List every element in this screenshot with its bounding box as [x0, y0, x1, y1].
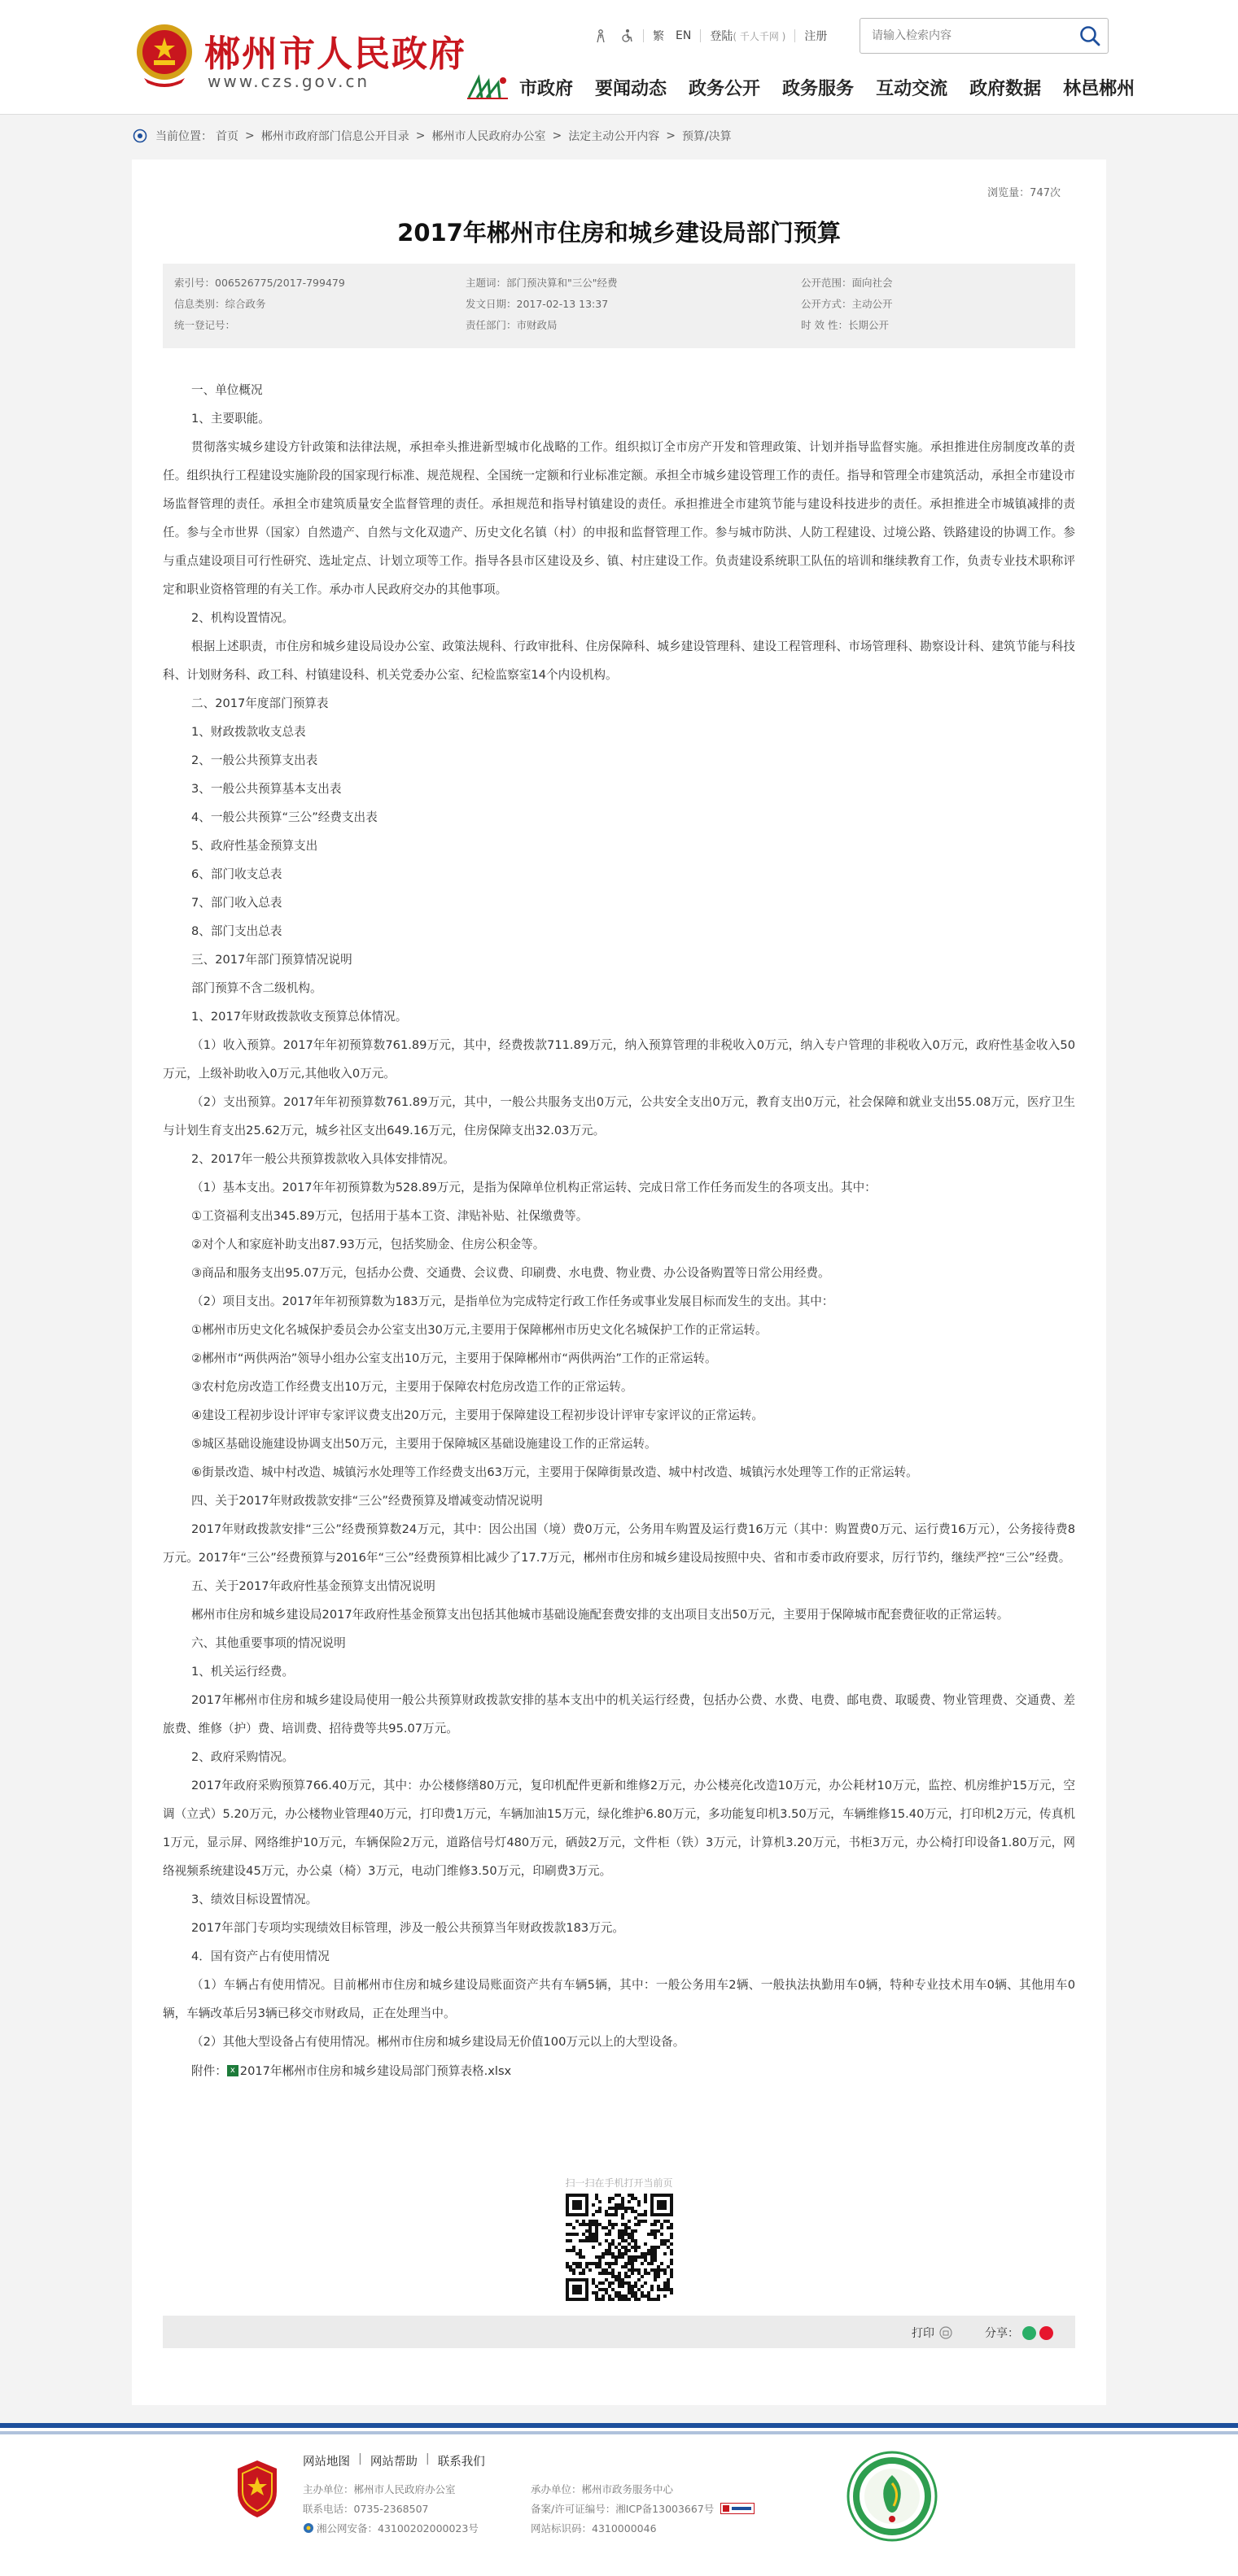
- nav-item-interaction[interactable]: 互动交流: [876, 79, 948, 99]
- breadcrumb-separator: >: [666, 129, 676, 142]
- paragraph: 2、2017年一般公共预算拨款收入具体安排情况。: [191, 1152, 455, 1166]
- footer-phone: 联系电话：0735-2368507: [303, 2503, 429, 2515]
- top-utility-bar: [588, 20, 833, 52]
- site-header: [0, 0, 1238, 115]
- weibo-share-icon[interactable]: [1039, 2326, 1053, 2340]
- paragraph: 1、财政拨款收支总表: [191, 725, 306, 739]
- paragraph: 3、一般公共预算基本支出表: [191, 782, 342, 796]
- main-nav: [519, 75, 1135, 100]
- nav-item-government[interactable]: 市政府: [519, 79, 574, 99]
- breadcrumb-budget[interactable]: 预算/决算: [681, 130, 732, 143]
- meta-reg-no: 统一登记号：: [174, 319, 236, 331]
- footer-police-row: [303, 2521, 479, 2535]
- excel-file-icon: x: [227, 2065, 238, 2076]
- nav-item-services[interactable]: 政务服务: [782, 79, 855, 99]
- share-label: 分享：: [985, 2327, 1019, 2340]
- paragraph: 3、绩效目标设置情况。: [191, 1893, 318, 1906]
- nav-item-public-affairs[interactable]: 政务公开: [689, 79, 761, 99]
- attachment-row: [163, 2056, 1075, 2085]
- paragraph: 五、关于2017年政府性基金预算支出情况说明: [191, 1579, 435, 1593]
- accessibility-icon[interactable]: [619, 28, 634, 43]
- divider: [794, 29, 795, 42]
- paragraph: 1、机关运行经费。: [191, 1665, 295, 1679]
- divider: [643, 29, 644, 42]
- footer-links: [303, 2452, 485, 2469]
- footer-stripe: [0, 2431, 1238, 2434]
- paragraph: ①郴州市历史文化名城保护委员会办公室支出30万元,主要用于保障郴州市历史文化名城保护工作的正常运转。: [191, 1323, 768, 1337]
- paragraph: 8、部门支出总表: [191, 924, 282, 938]
- article-toolbar: [163, 2316, 1075, 2348]
- paragraph: ③农村危房改造工作经费支出10万元，主要用于保障农村危房改造工作的正常运转。: [191, 1380, 633, 1394]
- paragraph: （2）其他大型设备占有使用情况。郴州市住房和城乡建设局无价值100万元以上的大型设备。: [191, 2035, 685, 2049]
- meta-index-no: 索引号：006526775/2017-799479: [174, 277, 345, 289]
- paragraph: ⑥街景改造、城中村改造、城镇污水处理等工作经费支出63万元，主要用于保障街景改造、城中村改造、城镇污水处理等工作的正常运转。: [191, 1465, 918, 1479]
- paragraph: ①工资福利支出345.89万元，包括用于基本工资、津贴补贴、社保缴费等。: [191, 1209, 588, 1223]
- paragraph: 7、部门收入总表: [191, 896, 282, 910]
- paragraph: 2017年财政拨款安排“三公”经费预算数24万元，其中：因公出国（境）费0万元，公务用车购置及运行费16万元（其中：购置费0万元、运行费16万元），公务接待费8万元。2017年“三公”经费预算与2016年“三公”经费预算相比减少了17.7万元，郴州市住房和城乡建设局按照中央、省和市委市政府要求，厉行节约，继续严控“三公”经费。: [163, 1522, 1075, 1565]
- search-input[interactable]: [870, 25, 1069, 46]
- paragraph: 根据上述职责，市住房和城乡建设局设办公室、政策法规科、行政审批科、住房保障科、城乡建设管理科、建设工程管理科、市场管理科、勘察设计科、建筑节能与科技科、计划财务科、政工科、村镇建设科、机关党委办公室、纪检监察室14个内设机构。: [163, 640, 1075, 682]
- footer-police[interactable]: 湘公网安备：43100202000023号: [317, 2522, 479, 2535]
- paragraph: （1）收入预算。2017年年初预算数761.89万元，其中，经费拨款711.89万元，纳入预算管理的非税收入0万元，纳入专户管理的非税收入0万元，政府性基金收入50万元，上级补助收入0万元,其他收入0万元。: [163, 1038, 1075, 1081]
- footer-link-help[interactable]: 网站帮助: [370, 2456, 418, 2469]
- party-government-badge-icon[interactable]: [234, 2459, 280, 2519]
- register-link[interactable]: 注册: [804, 30, 828, 43]
- paragraph: （1）车辆占有使用情况。目前郴州市住房和城乡建设局账面资产共有车辆5辆，其中：一般公务用车2辆、一般执法执勤用车0辆，特种专业技术用车0辆、其他用车0辆，车辆改革后另3辆已移交市财政局，正在处理当中。: [163, 1978, 1075, 2020]
- search-icon[interactable]: [1078, 24, 1101, 47]
- attachment-label: 附件：: [191, 2064, 227, 2078]
- paragraph: 三、2017年部门预算情况说明: [191, 953, 352, 967]
- traditional-chinese-link[interactable]: 繁: [653, 30, 664, 43]
- paragraph: 4．国有资产占有使用情况: [191, 1949, 330, 1963]
- police-badge-icon: [303, 2522, 314, 2534]
- paragraph: 二、2017年度部门预算表: [191, 696, 329, 710]
- breadcrumb-home[interactable]: 首页: [216, 130, 238, 143]
- footer-sponsor: 主办单位：郴州市人民政府办公室: [303, 2483, 456, 2495]
- breadcrumb-statutory[interactable]: 法定主动公开内容: [568, 130, 660, 143]
- share-group: [985, 2325, 1053, 2341]
- footer-icp[interactable]: 备案/许可证编号：湘ICP备13003667号: [531, 2503, 715, 2515]
- article-title: 2017年郴州市住房和城乡建设局部门预算: [397, 219, 841, 247]
- meta-category: 信息类别：综合政务: [174, 298, 266, 310]
- location-pin-icon: [133, 129, 147, 143]
- paragraph: 部门预算不含二级机构。: [191, 981, 322, 995]
- meta-date: 发文日期：2017-02-13 13:37: [466, 298, 609, 310]
- paragraph: （2）项目支出。2017年年初预算数为183万元，是指单位为完成特定行政工作任务或事业发展目标而发生的支出。其中：: [191, 1295, 834, 1308]
- paragraph: ②郴州市“两供两治”领导小组办公室支出10万元，主要用于保障郴州市“两供两治”工作的正常运转。: [191, 1351, 717, 1365]
- paragraph: 1、主要职能。: [191, 412, 270, 426]
- paragraph: 1、2017年财政拨款收支预算总体情况。: [191, 1010, 408, 1024]
- site-title: 郴州市人民政府: [204, 33, 466, 75]
- qr-code-icon: [566, 2194, 673, 2301]
- paragraph: 5、政府性基金预算支出: [191, 839, 318, 853]
- footer-site-code: 网站标识码：4310000046: [531, 2522, 657, 2535]
- site-url: www.czs.gov.cn: [208, 72, 370, 91]
- nav-item-data[interactable]: 政府数据: [969, 79, 1042, 99]
- nav-item-news[interactable]: 要闻动态: [595, 79, 667, 99]
- paragraph: （2）支出预算。2017年年初预算数761.89万元，其中，一般公共服务支出0万元，公共安全支出0万元，教育支出0万元，社会保障和就业支出55.08万元，医疗卫生与计划生育支出25.62万元，城乡社区支出649.16万元，住房保障支出32.03万元。: [163, 1095, 1075, 1137]
- divider: |: [358, 2452, 362, 2465]
- paragraph: ④建设工程初步设计评审专家评议费支出20万元，主要用于保障建设工程初步设计评审专家评议的正常运转。: [191, 1408, 763, 1422]
- national-emblem-icon: [133, 21, 196, 88]
- paragraph: 四、关于2017年财政拨款安排“三公”经费预算及增减变动情况说明: [191, 1494, 543, 1508]
- breadcrumb-label: 当前位置：: [155, 130, 212, 143]
- breadcrumb: [133, 128, 735, 144]
- paragraph: 6、部门收支总表: [191, 867, 282, 881]
- attachment-link[interactable]: 2017年郴州市住房和城乡建设局部门预算表格.xlsx: [239, 2064, 512, 2078]
- site-logo[interactable]: [133, 21, 466, 94]
- breadcrumb-catalog[interactable]: 郴州市政府部门信息公开目录: [260, 130, 409, 143]
- printer-icon: [939, 2326, 952, 2339]
- meta-dept: 责任部门：市财政局: [466, 319, 558, 331]
- login-link[interactable]: [710, 28, 785, 44]
- meta-validity: 时 效 性：长期公开: [801, 319, 889, 331]
- search-box: [860, 18, 1109, 54]
- article-meta-panel: [163, 264, 1075, 348]
- site-footer: [0, 2423, 1238, 2576]
- verified-site-icon: [720, 2503, 755, 2514]
- breadcrumb-separator: >: [415, 129, 426, 142]
- footer-organizer: 承办单位：郴州市政务服务中心: [531, 2483, 674, 2495]
- divider: [700, 29, 701, 42]
- print-label: 打印: [912, 2327, 934, 2340]
- breadcrumb-separator: >: [245, 129, 255, 142]
- paragraph: 一、单位概况: [191, 383, 263, 397]
- paragraph: 2、机构设置情况。: [191, 611, 295, 625]
- article-body: [163, 376, 1075, 2085]
- paragraph: 六、其他重要事项的情况说明: [191, 1636, 346, 1650]
- paragraph: 2、一般公共预算支出表: [191, 753, 318, 767]
- login-label: 登陆: [710, 30, 733, 43]
- nav-decoration-icon: [466, 73, 510, 101]
- paragraph: 郴州市住房和城乡建设局2017年政府性基金预算支出包括其他城市基础设施配套费安排的支出项目支出50万元，主要用于保障城市配套费征收的正常运转。: [191, 1608, 1009, 1622]
- print-button[interactable]: [912, 2325, 952, 2341]
- qr-label: 扫一扫在手机打开当前页: [565, 2177, 673, 2189]
- senior-mode-icon[interactable]: [593, 28, 608, 43]
- divider: |: [425, 2452, 430, 2465]
- article-card: [132, 159, 1106, 2405]
- english-link[interactable]: EN: [676, 29, 692, 42]
- paragraph: ③商品和服务支出95.07万元，包括办公费、交通费、会议费、印刷费、水电费、物业费、办公设备购置等日常公用经费。: [191, 1266, 830, 1280]
- civilized-website-badge-icon[interactable]: [846, 2451, 938, 2542]
- paragraph: （1）基本支出。2017年年初预算数为528.89万元，是指为保障单位机构正常运转、完成日常工作任务而发生的各项支出。其中：: [191, 1181, 877, 1194]
- nav-item-linyi-chenzhou[interactable]: 林邑郴州: [1063, 79, 1135, 99]
- footer-icp-row: [531, 2501, 755, 2516]
- meta-topic: 主题词：部门预决算和"三公"经费: [466, 277, 618, 289]
- footer-link-contact[interactable]: 联系我们: [437, 2456, 485, 2469]
- paragraph: ②对个人和家庭补助支出87.93万元，包括奖励金、住房公积金等。: [191, 1238, 545, 1251]
- paragraph: 2017年政府采购预算766.40万元，其中：办公楼修缮80万元，复印机配件更新和维修2万元，办公楼亮化改造10万元，办公耗材10万元，监控、机房维护15万元，空调（立式）5.20万元，办公楼物业管理40万元，打印费1万元，车辆加油15万元，绿化维护6.80万元，多功能复印机3.50万元，车辆维修15.40万元，打印机2万元，传真机1万元，显示屏、网络维护10万元，车辆保险2万元，道路信号灯480万元，硒鼓2万元，文件柜（铁）3万元，计算机3.20万元，书柜3万元，办公椅打印设备1.80万元，网络视频系统建设45万元，办公桌（椅）3万元，电动门维修3.50万元，印刷费3万元。: [163, 1779, 1075, 1878]
- breadcrumb-office[interactable]: 郴州市人民政府办公室: [431, 130, 546, 143]
- paragraph: 4、一般公共预算“三公”经费支出表: [191, 810, 378, 824]
- login-note: ( 千人千网 ): [733, 30, 786, 42]
- meta-method: 公开方式：主动公开: [801, 298, 893, 310]
- view-count: 浏览量：747次: [987, 187, 1061, 199]
- footer-link-sitemap[interactable]: 网站地图: [303, 2456, 350, 2469]
- paragraph: 贯彻落实城乡建设方针政策和法律法规，承担牵头推进新型城市化战略的工作。组织拟订全市房产开发和管理政策、计划并指导监督实施。承担推进住房制度改革的责任。组织执行工程建设实施阶段的国家现行标准、规范规程、全国统一定额和行业标准定额。承担全市城乡建设管理工作的责任。指导和管理全市建筑活动，承担全市建设市场监督管理的责任。承担全市建筑质量安全监督管理的责任。承担规范和指导村镇建设的责任。承担推进全市建筑节能与建设科技进步的责任。承担推进全市城镇减排的责任。参与全市世界（国家）自然遗产、自然与文化双遗产、历史文化名镇（村）的申报和监督管理工作。参与城市防洪、人防工程建设、过境公路、铁路建设的协调工作。参与重点建设项目可行性研究、选址定点、计划立项等工作。指导各县市区建设及乡、镇、村庄建设工作。负责建设系统职工队伍的培训和继续教育工作，负责专业技术职称评定和职业资格管理的有关工作。承办市人民政府交办的其他事项。: [163, 440, 1075, 596]
- paragraph: 2017年部门专项均实现绩效目标管理，涉及一般公共预算当年财政拨款183万元。: [191, 1921, 624, 1935]
- paragraph: 2017年郴州市住房和城乡建设局使用一般公共预算财政拨款安排的基本支出中的机关运行经费，包括办公费、水费、电费、邮电费、取暖费、物业管理费、交通费、差旅费、维修（护）费、培训费、招待费等共95.07万元。: [163, 1693, 1075, 1736]
- paragraph: ⑤城区基础设施建设协调支出50万元，主要用于保障城区基础设施建设工作的正常运转。: [191, 1437, 657, 1451]
- wechat-share-icon[interactable]: [1022, 2326, 1036, 2340]
- meta-scope: 公开范围：面向社会: [801, 277, 893, 289]
- paragraph: 2、政府采购情况。: [191, 1750, 295, 1764]
- breadcrumb-separator: >: [552, 129, 562, 142]
